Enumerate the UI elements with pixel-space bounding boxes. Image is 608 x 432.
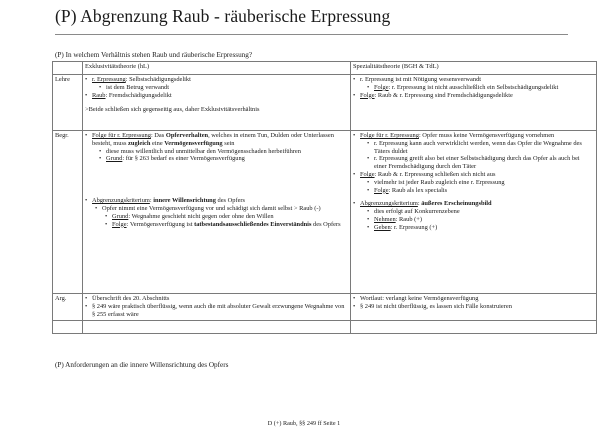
title-divider bbox=[55, 34, 568, 35]
list-item: • Abgrenzungskriterium: äußeres Erscheinungsbild bbox=[353, 200, 594, 208]
list-item: • r. Erpressung: Selbstschädigungsdelikt bbox=[85, 76, 348, 84]
begr-spezialitaet-cell bbox=[351, 131, 597, 294]
arg-exklusivitaet-cell bbox=[83, 294, 351, 321]
list-item: • Folge für r. Erpressung: Opfer muss keine Vermögensverfügung vornehmen bbox=[353, 132, 594, 140]
list-item: • Folge: Raub als lex specialis bbox=[367, 187, 594, 195]
header-exklusivitaetstheorie: Exklusivitätstheorie (hL) bbox=[83, 62, 351, 75]
list-item: • dies erfolgt auf Konkurrenzebene bbox=[367, 208, 594, 216]
header-cell-empty bbox=[53, 62, 83, 75]
list-item: • Abgrenzungskriterium: innere Willensrichtung des Opfers bbox=[85, 197, 348, 205]
table-row-empty bbox=[53, 321, 597, 334]
list-item: • Geben: r. Erpressung (+) bbox=[367, 224, 594, 232]
list-item: • diese muss willentlich und unmittelbar den Vermögensschaden herbeiführen bbox=[99, 148, 348, 156]
empty-cell bbox=[83, 321, 351, 334]
begr-exklusivitaet-cell bbox=[83, 131, 351, 294]
list-item: • Wortlaut: verlangt keine Vermögensverfügung bbox=[353, 295, 594, 303]
list-item: • vielmehr ist jeder Raub zugleich eine r. Erpressung bbox=[367, 179, 594, 187]
lehre-exklusivitaet-cell bbox=[83, 75, 351, 131]
list-item: • Nehmen: Raub (+) bbox=[367, 216, 594, 224]
list-item: • Grund: Wegnahme geschieht nicht gegen oder ohne den Willen bbox=[105, 213, 348, 221]
problem-question: (P) In welchem Verhältnis stehen Raub und räuberische Erpressung? bbox=[55, 51, 253, 59]
table-row-lehre bbox=[53, 75, 597, 131]
header-spezialitaetstheorie: Spezialitätstheorie (BGH & TdL) bbox=[351, 62, 597, 75]
row-label-begr: Begr. bbox=[53, 131, 83, 294]
lehre-conclusion: >Beide schließen sich gegenseitig aus, daher Exklusivitätsverhältnis bbox=[85, 106, 260, 114]
list-item: • r. Erpressung kann auch verwirklicht werden, wenn das Opfer die Wegnahme des Täters duldet bbox=[367, 140, 594, 156]
empty-cell bbox=[351, 321, 597, 334]
list-item: • Folge: r. Erpressung ist nicht ausschließlich ein Selbstschädigungsdelikt bbox=[367, 84, 594, 92]
table-row-begruendung bbox=[53, 131, 597, 294]
table-row-argumente bbox=[53, 294, 597, 321]
problem-note: (P) Anforderungen an die innere Willensrichtung des Opfers bbox=[55, 361, 229, 369]
page-footer: D (+) Raub, §§ 249 ff Seite 1 bbox=[267, 420, 341, 427]
list-item: • Raub: Fremdschädigungsdelikt bbox=[85, 92, 348, 100]
comparison-table bbox=[52, 61, 597, 334]
list-item: • Folge: Raub & r. Erpressung schließen sich nicht aus bbox=[353, 171, 594, 179]
list-item: • ist dem Betrug verwandt bbox=[99, 84, 348, 92]
list-item: • Folge für r. Erpressung: Das Opferverhalten, welches in einem Tun, Dulden oder Unterlassen besteht, muss zugleich eine Vermögensverfügung sein bbox=[85, 132, 348, 148]
list-item: • Opfer nimmt eine Vermögensverfügung vor und schädigt sich damit selbst > Raub (-) bbox=[95, 205, 348, 213]
list-item: • § 249 wäre praktisch überflüssig, wenn auch die mit absoluter Gewalt erzwungene Wegnahme von § 255 erfasst wäre bbox=[85, 303, 348, 319]
row-label-lehre: Lehre bbox=[53, 75, 83, 131]
lehre-spezialitaet-cell bbox=[351, 75, 597, 131]
list-item: • Grund: für § 263 bedarf es einer Vermögensverfügung bbox=[99, 155, 348, 163]
arg-spezialitaet-cell bbox=[351, 294, 597, 321]
list-item: • r. Erpressung greift also bei einer Selbstschädigung durch das Opfer als auch bei einer Fremdschädigung durch den Täter bbox=[367, 155, 594, 171]
list-item: • Folge: Raub & r. Erpressung sind Fremdschädigungsdelikte bbox=[353, 92, 594, 100]
list-item: • Überschrift des 20. Abschnitts bbox=[85, 295, 348, 303]
list-item: • r. Erpressung ist mit Nötigung wesensverwandt bbox=[353, 76, 594, 84]
row-label-arg: Arg. bbox=[53, 294, 83, 321]
empty-cell bbox=[53, 321, 83, 334]
list-item: • Folge: Vermögensverfügung ist tatbestandsausschließendes Einverständnis des Opfers bbox=[105, 221, 348, 229]
list-item: • § 249 ist nicht überflüssig, es lassen sich Fälle konstruieren bbox=[353, 303, 594, 311]
page-title: (P) Abgrenzung Raub - räuberische Erpressung bbox=[55, 6, 391, 26]
table-header-row bbox=[53, 62, 597, 75]
